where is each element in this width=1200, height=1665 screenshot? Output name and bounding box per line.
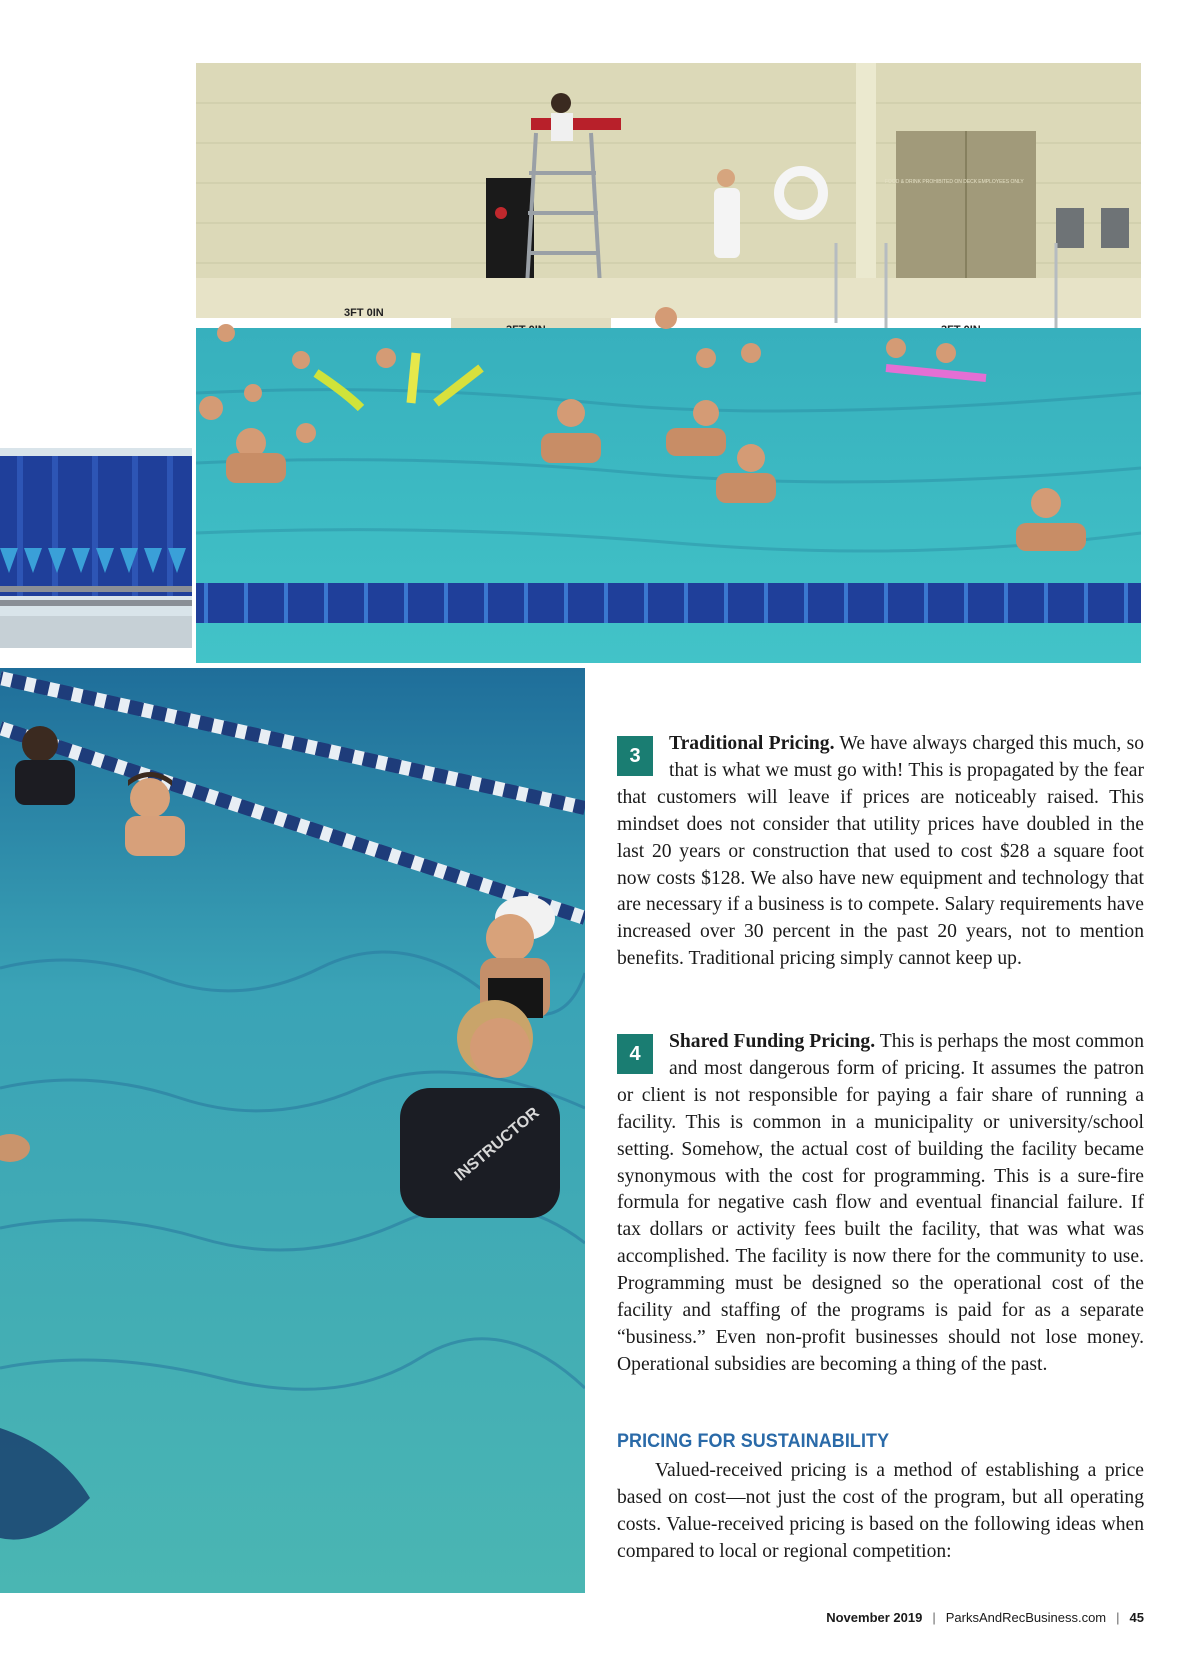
curtain-photo [0, 448, 192, 648]
depth-marker-1: 3FT 0IN [344, 307, 384, 319]
footer-site: ParksAndRecBusiness.com [945, 1610, 1107, 1625]
section-traditional-pricing [617, 731, 1144, 973]
pool-lesson-photo [196, 63, 1141, 663]
section-paragraph [617, 731, 1144, 973]
door-sign-right: EMPLOYEES ONLY [978, 179, 1024, 185]
instructor-shirt-text: INSTRUCTOR [451, 1104, 543, 1185]
body-paragraph: Valued-received pricing is a method of establishing a price based on cost—not just the cost of the program, but all operating costs. Value-received pricing is based on the following ideas when compared to local or regional competition: [617, 1460, 1144, 1562]
section-body: This is perhaps the most common and most dangerous form of pricing. It assumes the patron or client is not responsible for paying a fair share of running a facility. This is common in a municipality or university/school setting. Somehow, the actual cost of building the facility became synonymous with the cost for programming. This is a sure-fire formula for negative cash flow and eventual financial failure. If tax dollars or activity fees built the facility, that was what was accomplished. The facility is now there for the community to use. Programming must be designed so the operational cost of the facility and staffing of the programs is paid for as a separate “business.” Even non-profit businesses should not lose money. Operational subsidies are becoming a thing of the past. [617, 1031, 1144, 1375]
page-footer [826, 1610, 1144, 1625]
section-heading: PRICING FOR SUSTAINABILITY [617, 1430, 890, 1452]
section-lead: Shared Funding Pricing. [669, 1031, 876, 1052]
section-number-badge: 4 [617, 1034, 653, 1074]
footer-separator: | [932, 1610, 936, 1625]
footer-page-number: 45 [1129, 1610, 1144, 1625]
footer-separator: | [1116, 1610, 1120, 1625]
body-paragraph-block [617, 1458, 1144, 1566]
section-body: We have always charged this much, so that is what we must go with! This is propagated by the fear that customers will leave if prices are noticeably raised. This mindset does not consider that utility prices have doubled in the last 20 years or construction that used to cost $28 a square foot now costs $128. We also have new equipment and technology that are necessary if a business is to compete. Salary requirements have increased over 30 percent in the past 20 years, not to mention benefits. Traditional pricing simply cannot keep up. [617, 733, 1145, 970]
section-paragraph [617, 1029, 1144, 1379]
section-shared-funding-pricing [617, 1029, 1144, 1379]
section-lead: Traditional Pricing. [669, 733, 835, 754]
section-number-badge: 3 [617, 736, 653, 776]
door-sign-left: FOOD & DRINK PROHIBITED ON DECK [884, 179, 978, 185]
footer-date: November 2019 [826, 1610, 923, 1625]
pool-instructors-photo [0, 668, 585, 1593]
